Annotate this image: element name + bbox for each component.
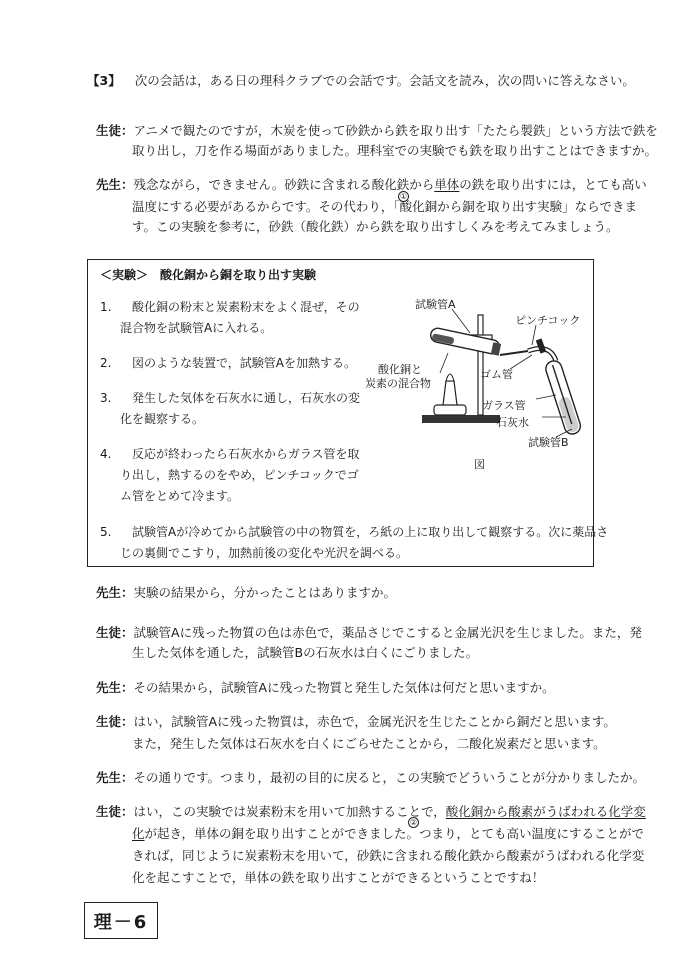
label-test-tube-a: 試験管A (415, 298, 456, 311)
dialogue-line: 取り出し，刀を作る場面がありました。理科室での実験でも鉄を取り出すことはできますか。 (132, 143, 658, 158)
step-text: じの裏側でこすり，加熱前後の変化や光沢を調べる。 (120, 546, 409, 560)
speaker-teacher: 先生： (96, 770, 134, 785)
stand-base (422, 415, 500, 423)
step-number: 2. (100, 356, 112, 370)
step-number: 5. (100, 525, 112, 539)
dialogue-line (96, 123, 658, 139)
glass-tube-short (500, 351, 528, 355)
step-text: 化を観察する。 (120, 412, 205, 426)
line-text: 残念ながら，できません。砂鉄に含まれる酸化鉄から (133, 177, 435, 192)
test-tube-b (544, 359, 583, 436)
speaker-teacher: 先生： (96, 585, 134, 600)
line-text: はい，試験管Aに残った物質は，赤色で，金属光沢を生じたことから銅だと思います。 (133, 714, 616, 729)
dialogue-line: 温度にする必要があるからです。その代わり，「酸化銅から銅を取り出す実験」ならできま (132, 199, 638, 214)
speaker-student: 生徒： (96, 123, 134, 138)
step-text: 反応が終わったら石灰水からガラス管を取 (132, 447, 360, 461)
dialogue-line (96, 804, 646, 820)
annotation-mark-1: ① (399, 192, 408, 201)
step-text: 酸化銅の粉末と炭素粉末をよく混ぜ，その (132, 300, 360, 314)
step-number: 4. (100, 447, 112, 461)
step-text: 発生した気体を石灰水に通し，石灰水の変 (132, 391, 361, 405)
line-text: 実験の結果から，分かったことはありますか。 (133, 585, 397, 600)
label-limewater: 石灰水 (496, 416, 529, 429)
line-text: 試験管Aに残った物質の色は赤色で，薬品さじでこすると金属光沢を生じました。また，発 (133, 625, 642, 640)
dialogue-line: 生した気体を通した，試験管Bの石灰水は白くにごりました。 (132, 645, 479, 660)
label-glass-tube: ガラス管 (482, 399, 526, 412)
annotation-mark-2: ② (409, 818, 418, 827)
speaker-student: 生徒： (96, 625, 134, 640)
dialogue-line (96, 585, 396, 601)
step-text: 試験管Aが冷めてから試験管の中の物質を，ろ紙の上に取り出して観察する。次に薬品さ (132, 525, 609, 539)
speaker-teacher: 先生： (96, 680, 134, 695)
page-number-box (84, 902, 158, 939)
line-text: その通りです。つまり，最初の目的に戻ると，この実験でどういうことが分かりましたか。 (133, 770, 646, 785)
flame (446, 374, 454, 381)
line-text: の鉄を取り出すには，とても高い (459, 177, 647, 192)
step-number: 1. (100, 300, 112, 314)
dialogue-line: す。この実験を参考に，砂鉄（酸化鉄）から鉄を取り出すしくみを考えてみましょう。 (132, 219, 619, 234)
dialogue-line (96, 770, 645, 786)
step-text: り出し，熱するのをやめ，ピンチコックでゴ (120, 468, 359, 482)
step-text: 混合物を試験管Aに入れる。 (120, 321, 273, 335)
label-pinch-cock: ピンチコック (515, 314, 581, 327)
speaker-student: 生徒： (96, 714, 134, 729)
question-number: 【3】 (87, 73, 121, 88)
pinch-cock (536, 338, 546, 353)
underlined-phrase-2-cont: 化 (132, 826, 145, 841)
underlined-phrase-2: 酸化銅から酸素がうばわれる化学変 (445, 804, 646, 819)
line-text: アニメで観たのですが，木炭を使って砂鉄から鉄を取り出す「たたら製鉄」という方法で鉄を (133, 123, 658, 138)
step-text: 図のような装置で，試験管Aを加熱する。 (132, 356, 356, 370)
experiment-title: ＜実験＞ 酸化銅から銅を取り出す実験 (100, 268, 317, 282)
line-text: その結果から，試験管Aに残った物質と発生した気体は何だと思いますか。 (133, 680, 555, 695)
speaker-teacher: 先生： (96, 177, 134, 192)
dialogue-line (96, 714, 616, 730)
dialogue-line (96, 177, 647, 193)
question-header (87, 73, 635, 89)
dialogue-line (132, 826, 644, 842)
figure-caption: 図 (474, 458, 485, 471)
dialogue-line: また，発生した気体は石灰水を白くにごらせたことから，二酸化炭素だと思います。 (132, 736, 606, 751)
dialogue-line: 化を起こすことで，単体の鉄を取り出すことができるということですね！ (132, 870, 545, 885)
dialogue-line (96, 625, 642, 641)
step-number: 3. (100, 391, 112, 405)
line-text: が起き，単体の銅を取り出すことができました。つまり，とても高い温度にすることがで (144, 826, 645, 841)
label-mixture-1: 酸化銅と (378, 363, 422, 376)
label-rubber-tube: ゴム管 (480, 368, 513, 381)
label-test-tube-b: 試験管B (528, 436, 569, 449)
line-text: はい，この実験では炭素粉末を用いて加熱することで， (133, 804, 446, 819)
speaker-student: 生徒： (96, 804, 134, 819)
test-tube-a (429, 327, 500, 355)
step-text: ム管をとめて冷ます。 (120, 489, 240, 503)
underlined-term-1: 単体 (434, 177, 460, 192)
dialogue-line (96, 680, 555, 696)
question-intro: 次の会話は，ある日の理科クラブでの会話です。会話文を読み，次の問いに答えなさい。 (134, 73, 635, 88)
dialogue-line: きれば，同じように炭素粉末を用いて，砂鉄に含まれる酸化鉄から酸素がうばわれる化学変 (132, 848, 645, 863)
page-number: 理－6 (93, 911, 149, 933)
label-mixture-2: 炭素の混合物 (365, 377, 431, 390)
